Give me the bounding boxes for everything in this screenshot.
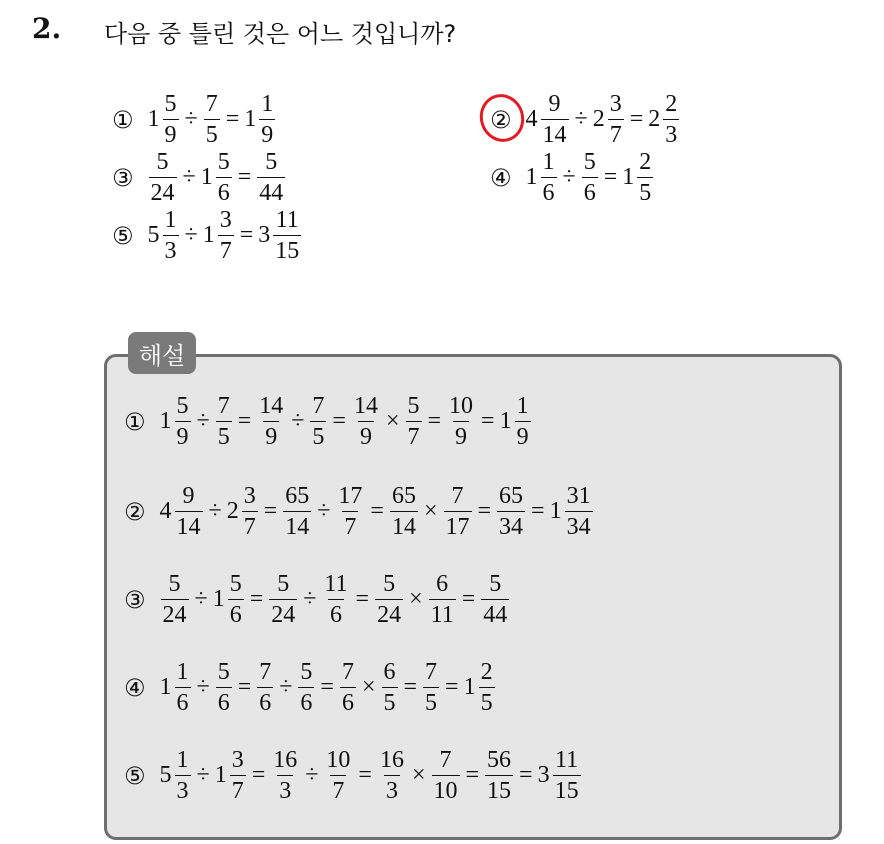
- numerator: 11: [275, 207, 299, 233]
- operator: ÷: [574, 106, 588, 132]
- solution-marker: ③: [124, 585, 146, 614]
- operator: =: [237, 408, 252, 434]
- fraction: [149, 150, 177, 205]
- question-text: 다음 중 틀린 것은 어느 것입니까?: [104, 20, 457, 48]
- denominator: 14: [390, 511, 418, 539]
- numerator: 14: [353, 393, 378, 419]
- operator: ÷: [196, 408, 210, 434]
- denominator: 9: [163, 119, 179, 147]
- solution-line-2: [124, 484, 594, 539]
- solution-expression: [160, 748, 582, 803]
- fraction: [429, 572, 456, 627]
- fraction: [515, 394, 531, 449]
- whole-part: 3: [258, 222, 271, 248]
- whole-part: 1: [202, 222, 215, 248]
- operator: =: [251, 762, 266, 788]
- numerator: 5: [229, 571, 242, 597]
- fraction: [216, 150, 232, 205]
- fraction: [541, 150, 557, 205]
- operator: =: [477, 498, 492, 524]
- choice-marker: ④: [490, 163, 512, 192]
- whole-part: 1: [499, 408, 512, 434]
- denominator: 44: [481, 599, 509, 627]
- fraction: [497, 484, 525, 539]
- solution-marker: ①: [124, 407, 146, 436]
- operator: =: [237, 164, 252, 190]
- denominator: 24: [161, 599, 189, 627]
- denominator: 34: [497, 511, 525, 539]
- choice-marker: ③: [112, 163, 134, 192]
- numerator: 1: [176, 659, 189, 685]
- numerator: 6: [436, 571, 449, 597]
- mixed-number: [160, 660, 192, 715]
- fraction: [479, 660, 495, 715]
- denominator: 9: [263, 421, 279, 449]
- denominator: 15: [485, 775, 513, 803]
- denominator: 7: [406, 421, 422, 449]
- fraction: [481, 572, 509, 627]
- denominator: 3: [277, 775, 293, 803]
- fraction: [163, 208, 179, 263]
- denominator: 6: [328, 599, 344, 627]
- numerator: 5: [265, 149, 278, 175]
- whole-part: 2: [226, 498, 239, 524]
- numerator: 10: [326, 747, 351, 773]
- denominator: 9: [358, 421, 374, 449]
- numerator: 9: [182, 483, 195, 509]
- numerator: 7: [259, 659, 272, 685]
- choice-marker: ②: [490, 106, 512, 134]
- operator: ÷: [562, 164, 576, 190]
- numerator: 5: [489, 571, 502, 597]
- denominator: 7: [230, 775, 246, 803]
- fraction: [663, 92, 679, 147]
- mixed-number: [227, 484, 259, 539]
- whole-part: 1: [214, 762, 227, 788]
- denominator: 14: [283, 511, 311, 539]
- fraction: [257, 660, 273, 715]
- denominator: 5: [637, 177, 653, 205]
- solution-line-4: [124, 660, 496, 715]
- denominator: 14: [541, 119, 569, 147]
- choice-3[interactable]: [112, 150, 286, 205]
- numerator: 5: [164, 91, 177, 117]
- whole-part: 1: [549, 498, 562, 524]
- denominator: 6: [298, 687, 314, 715]
- numerator: 7: [205, 91, 218, 117]
- operator: ÷: [184, 106, 198, 132]
- operator: ÷: [208, 498, 222, 524]
- operator: ÷: [279, 674, 293, 700]
- operator: ÷: [184, 222, 198, 248]
- fraction: [582, 150, 598, 205]
- mixed-number: [160, 394, 192, 449]
- mixed-number: [148, 92, 180, 147]
- numerator: 3: [231, 747, 244, 773]
- denominator: 6: [216, 687, 232, 715]
- fraction: [608, 92, 624, 147]
- solution-marker: ⑤: [124, 761, 146, 790]
- fraction: [352, 394, 380, 449]
- solution-marker: ④: [124, 673, 146, 702]
- fraction: [216, 394, 232, 449]
- fraction: [242, 484, 258, 539]
- denominator: 5: [310, 421, 326, 449]
- operator: =: [263, 498, 278, 524]
- choice-5[interactable]: [112, 208, 302, 263]
- operator: ÷: [305, 762, 319, 788]
- fraction: [230, 748, 246, 803]
- operator: =: [445, 674, 459, 700]
- denominator: 3: [163, 235, 179, 263]
- operator: =: [531, 498, 545, 524]
- mixed-number: [593, 92, 625, 147]
- denominator: 9: [515, 421, 531, 449]
- whole-part: 2: [648, 106, 661, 132]
- numerator: 2: [665, 91, 678, 117]
- whole-part: 4: [159, 498, 172, 524]
- whole-part: 1: [463, 674, 476, 700]
- mixed-number: [215, 748, 247, 803]
- solution-expression: [160, 660, 496, 715]
- fraction: [447, 394, 475, 449]
- solution-line-5: [124, 748, 582, 803]
- fraction: [216, 660, 232, 715]
- numerator: 5: [176, 393, 189, 419]
- numerator: 2: [480, 659, 493, 685]
- denominator: 24: [269, 599, 297, 627]
- operator: ×: [385, 408, 400, 434]
- operator: =: [237, 674, 252, 700]
- denominator: 7: [330, 775, 346, 803]
- mixed-number: [648, 92, 680, 147]
- denominator: 3: [175, 775, 191, 803]
- fraction: [283, 484, 311, 539]
- mixed-number: [538, 748, 582, 803]
- operator: ÷: [291, 408, 305, 434]
- solution-marker: ②: [124, 497, 146, 526]
- numerator: 3: [609, 91, 622, 117]
- fraction: [163, 92, 179, 147]
- fraction: [444, 484, 472, 539]
- numerator: 16: [273, 747, 298, 773]
- operator: =: [403, 674, 418, 700]
- fraction: [257, 150, 285, 205]
- denominator: 34: [565, 511, 593, 539]
- operator: =: [629, 106, 644, 132]
- operator: ÷: [196, 674, 210, 700]
- mixed-number: [622, 150, 654, 205]
- operator: =: [249, 586, 264, 612]
- numerator: 7: [341, 659, 354, 685]
- choice-expression: [148, 92, 277, 147]
- numerator: 10: [449, 393, 474, 419]
- fraction: [382, 660, 398, 715]
- numerator: 5: [217, 149, 230, 175]
- mixed-number: [550, 484, 594, 539]
- numerator: 11: [555, 747, 579, 773]
- operator: =: [465, 762, 480, 788]
- whole-part: 1: [622, 164, 635, 190]
- operator: ÷: [194, 586, 208, 612]
- fraction: [269, 572, 297, 627]
- numerator: 9: [548, 91, 561, 117]
- operator: ×: [411, 762, 426, 788]
- whole-part: 1: [200, 164, 213, 190]
- numerator: 5: [383, 571, 396, 597]
- fraction: [175, 660, 191, 715]
- denominator: 5: [423, 687, 439, 715]
- mixed-number: [500, 394, 532, 449]
- solution-line-1: [124, 394, 532, 449]
- operator: =: [225, 106, 240, 132]
- numerator: 5: [217, 659, 230, 685]
- fraction: [553, 748, 581, 803]
- denominator: 6: [175, 687, 191, 715]
- operator: =: [358, 762, 372, 788]
- denominator: 3: [384, 775, 400, 803]
- operator: ×: [409, 586, 423, 612]
- mixed-number: [160, 748, 192, 803]
- fraction: [541, 92, 569, 147]
- numerator: 65: [391, 483, 416, 509]
- mixed-number: [213, 572, 245, 627]
- fraction: [204, 92, 220, 147]
- whole-part: 4: [525, 106, 538, 132]
- solution-expression: [160, 394, 532, 449]
- fraction: [175, 748, 191, 803]
- fraction: [175, 394, 191, 449]
- denominator: 7: [218, 235, 234, 263]
- numerator: 5: [583, 149, 596, 175]
- numerator: 65: [499, 483, 524, 509]
- choice-4[interactable]: [490, 150, 654, 205]
- choice-expression: [526, 92, 681, 147]
- denominator: 15: [553, 775, 581, 803]
- operator: ×: [361, 674, 376, 700]
- choice-marker: ⑤: [112, 221, 134, 250]
- numerator: 1: [176, 747, 189, 773]
- operator: =: [461, 586, 476, 612]
- numerator: 7: [439, 747, 452, 773]
- operator: ×: [423, 498, 438, 524]
- fraction: [565, 484, 593, 539]
- fraction: [324, 748, 352, 803]
- operator: ÷: [196, 762, 210, 788]
- solution-expression: [160, 572, 511, 627]
- numerator: 6: [383, 659, 396, 685]
- operator: =: [427, 408, 442, 434]
- choice-expression: [148, 150, 287, 205]
- denominator: 6: [216, 177, 232, 205]
- numerator: 7: [425, 659, 438, 685]
- denominator: 5: [216, 421, 232, 449]
- numerator: 14: [259, 393, 284, 419]
- operator: =: [332, 408, 346, 434]
- numerator: 5: [168, 571, 181, 597]
- operator: =: [603, 164, 618, 190]
- fraction: [228, 572, 244, 627]
- numerator: 11: [324, 571, 348, 597]
- denominator: 5: [204, 119, 220, 147]
- mixed-number: [160, 484, 204, 539]
- denominator: 14: [175, 511, 203, 539]
- operator: ÷: [317, 498, 331, 524]
- fraction: [390, 484, 418, 539]
- whole-part: 3: [537, 762, 550, 788]
- denominator: 6: [582, 177, 598, 205]
- choice-expression: [148, 208, 303, 263]
- whole-part: 1: [159, 408, 172, 434]
- numerator: 7: [217, 393, 230, 419]
- whole-part: 5: [147, 222, 160, 248]
- operator: =: [519, 762, 533, 788]
- operator: ÷: [303, 586, 317, 612]
- whole-part: 2: [592, 106, 605, 132]
- solution-line-3: [124, 572, 510, 627]
- numerator: 31: [566, 483, 591, 509]
- fraction: [340, 660, 356, 715]
- fraction: [310, 394, 326, 449]
- fraction: [378, 748, 406, 803]
- denominator: 9: [453, 421, 469, 449]
- mixed-number: [148, 208, 180, 263]
- choice-expression: [526, 150, 655, 205]
- fraction: [218, 208, 234, 263]
- denominator: 6: [257, 687, 273, 715]
- denominator: 15: [273, 235, 301, 263]
- numerator: 1: [261, 91, 274, 117]
- denominator: 24: [375, 599, 403, 627]
- numerator: 1: [516, 393, 529, 419]
- fraction: [336, 484, 364, 539]
- operator: =: [355, 586, 370, 612]
- operator: =: [481, 408, 495, 434]
- fraction: [375, 572, 403, 627]
- fraction: [406, 394, 422, 449]
- denominator: 6: [541, 177, 557, 205]
- fraction: [423, 660, 439, 715]
- choice-marker: ①: [112, 105, 134, 134]
- whole-part: 5: [159, 762, 172, 788]
- denominator: 24: [149, 177, 177, 205]
- operator: ÷: [182, 164, 196, 190]
- denominator: 44: [257, 177, 285, 205]
- numerator: 2: [639, 149, 652, 175]
- operator: =: [239, 222, 254, 248]
- question-number: 2.: [32, 12, 62, 45]
- solution-expression: [160, 484, 594, 539]
- choice-1[interactable]: [112, 92, 276, 147]
- numerator: 7: [451, 483, 464, 509]
- answer-circle-mark: [474, 88, 531, 147]
- fraction: [259, 92, 275, 147]
- fraction: [161, 572, 189, 627]
- numerator: 16: [379, 747, 404, 773]
- mixed-number: [203, 208, 235, 263]
- fraction: [257, 394, 285, 449]
- fraction: [485, 748, 513, 803]
- fraction: [175, 484, 203, 539]
- numerator: 1: [164, 207, 177, 233]
- numerator: 5: [277, 571, 290, 597]
- numerator: 5: [407, 393, 420, 419]
- whole-part: 1: [212, 586, 225, 612]
- denominator: 6: [228, 599, 244, 627]
- denominator: 7: [342, 511, 358, 539]
- whole-part: 1: [525, 164, 538, 190]
- mixed-number: [526, 92, 570, 147]
- fraction: [298, 660, 314, 715]
- mixed-number: [464, 660, 496, 715]
- denominator: 17: [444, 511, 472, 539]
- operator: =: [370, 498, 384, 524]
- fraction: [271, 748, 299, 803]
- denominator: 9: [259, 119, 275, 147]
- numerator: 3: [219, 207, 232, 233]
- numerator: 56: [487, 747, 512, 773]
- denominator: 6: [340, 687, 356, 715]
- denominator: 10: [432, 775, 460, 803]
- operator: =: [320, 674, 334, 700]
- numerator: 3: [243, 483, 256, 509]
- mixed-number: [244, 92, 276, 147]
- numerator: 65: [285, 483, 310, 509]
- numerator: 1: [542, 149, 555, 175]
- denominator: 7: [608, 119, 624, 147]
- fraction: [322, 572, 349, 627]
- fraction: [637, 150, 653, 205]
- mixed-number: [526, 150, 558, 205]
- denominator: 5: [382, 687, 398, 715]
- fraction: [273, 208, 301, 263]
- denominator: 7: [242, 511, 258, 539]
- numerator: 5: [300, 659, 313, 685]
- denominator: 5: [479, 687, 495, 715]
- whole-part: 1: [159, 674, 172, 700]
- whole-part: 1: [147, 106, 160, 132]
- numerator: 7: [312, 393, 325, 419]
- numerator: 17: [338, 483, 363, 509]
- denominator: 3: [663, 119, 679, 147]
- fraction: [432, 748, 460, 803]
- solution-label: 해설: [128, 332, 196, 374]
- mixed-number: [201, 150, 233, 205]
- denominator: 9: [175, 421, 191, 449]
- whole-part: 1: [244, 106, 257, 132]
- mixed-number: [258, 208, 302, 263]
- choice-2[interactable]: [490, 92, 680, 147]
- denominator: 11: [429, 599, 456, 627]
- numerator: 5: [156, 149, 169, 175]
